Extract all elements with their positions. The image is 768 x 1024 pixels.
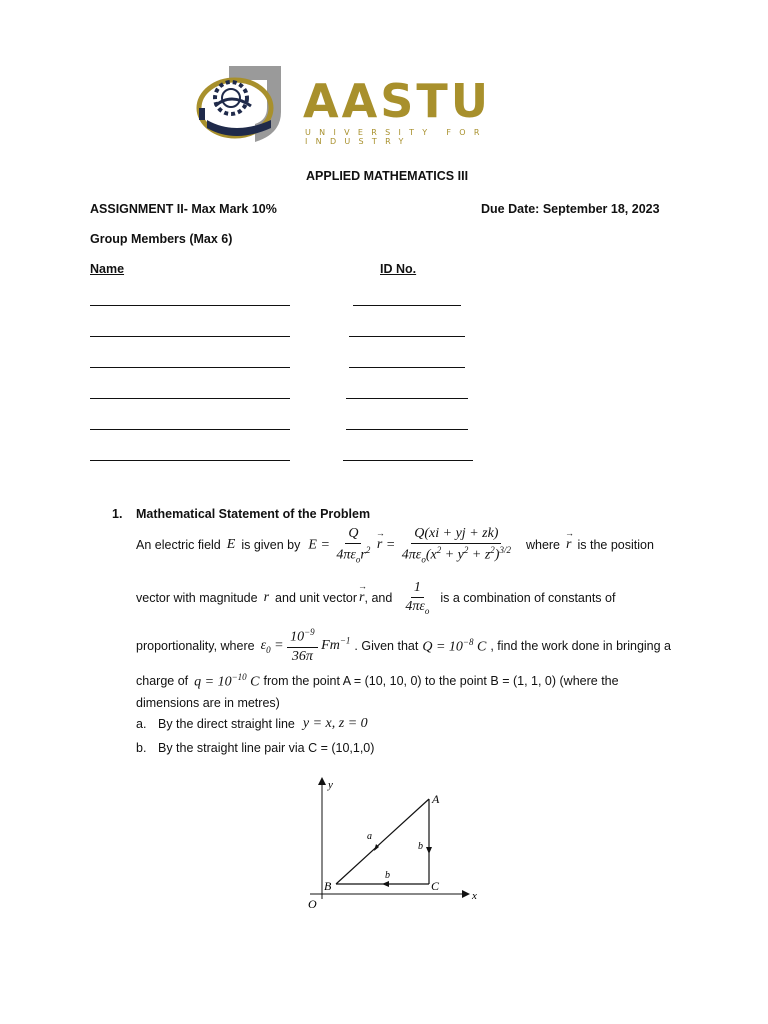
path-diagram — [300, 775, 490, 915]
part-a-text: By the direct straight line — [158, 717, 295, 731]
text-from-point: from the point A = (10, 10, 0) to the point B = (1, 1, 0) (where the — [263, 674, 619, 688]
text-charge-of: charge of — [136, 674, 189, 688]
name-column-label: Name — [90, 262, 125, 276]
formula-Q: $Q = 10^{-8}$ C — [422, 636, 487, 655]
problem-line-2 — [136, 576, 615, 620]
label-path-b-horizontal: b — [385, 870, 390, 881]
part-a — [136, 714, 368, 734]
university-logo — [195, 62, 575, 144]
text-is-position: is the position — [577, 538, 654, 552]
name-blank-4[interactable] — [90, 398, 290, 399]
course-title: APPLIED MATHEMATICS III — [306, 169, 469, 183]
name-blank-5[interactable] — [90, 429, 290, 430]
name-blank-3[interactable] — [90, 367, 290, 368]
label-y: y — [328, 779, 333, 791]
id-blank-4[interactable] — [346, 398, 468, 399]
label-A: A — [432, 792, 440, 806]
text-unit-vector: and unit vector — [275, 591, 358, 605]
label-x: x — [472, 890, 477, 902]
text-electric-field: An electric field — [136, 538, 221, 552]
group-members-heading: Group Members (Max 6) — [90, 232, 233, 246]
segment-AB — [336, 799, 429, 884]
id-blank-2[interactable] — [349, 336, 465, 337]
text-proportionality: proportionality, where — [136, 639, 255, 653]
name-blank-1[interactable] — [90, 305, 290, 306]
problem-line-1 — [136, 523, 654, 567]
part-a-label: a. — [136, 717, 147, 731]
arrow-b-horizontal — [382, 881, 389, 887]
text-vector-magnitude: vector with magnitude — [136, 591, 258, 605]
part-a-math: y = x, z = 0 — [302, 716, 368, 731]
formula-q: $q = 10^{-10}$ C — [194, 671, 260, 690]
symbol-r-vector: → r — [566, 537, 571, 553]
formula-field: E = $\frac{Q}{4\pi\varepsilon_or^2}$ → r = $\frac{Q(xi + yj + zk)}{4\pi\varepsilon_o(x^2 + y^2 + z^2)^{3/2}}$ — [308, 526, 514, 564]
label-path-b-vertical: b — [418, 841, 423, 852]
symbol-r: r — [263, 590, 270, 605]
university-name: AASTU — [303, 74, 492, 128]
text-and: , and — [364, 591, 393, 605]
arrow-b-vertical — [426, 847, 432, 854]
part-b-text: By the straight line pair via C = (10,1,0) — [158, 741, 375, 755]
text-given-by: is given by — [241, 538, 301, 552]
text-find-work: , find the work done in bringing a — [490, 639, 671, 653]
text-given-that: . Given that — [354, 639, 419, 653]
id-blank-1[interactable] — [353, 305, 461, 306]
label-origin: O — [308, 897, 317, 911]
name-blank-6[interactable] — [90, 460, 290, 461]
label-B: B — [324, 879, 332, 893]
problem-title: Mathematical Statement of the Problem — [136, 507, 371, 521]
label-C: C — [431, 879, 440, 893]
problem-number: 1. — [112, 507, 123, 521]
text-combination: is a combination of constants of — [440, 591, 616, 605]
formula-constant: $\frac{1}{4\pi\varepsilon_o}$ — [405, 580, 430, 616]
id-blank-3[interactable] — [349, 367, 465, 368]
part-b — [136, 738, 374, 758]
id-column-label: ID No. — [380, 262, 417, 276]
university-tagline: UNIVERSITY FOR INDUSTRY — [305, 128, 488, 146]
text-where: where — [525, 538, 561, 552]
university-emblem-icon — [195, 62, 285, 144]
assignment-title: ASSIGNMENT II- Max Mark 10% — [90, 202, 277, 216]
problem-line-5: dimensions are in metres) — [136, 696, 280, 710]
formula-epsilon: $\varepsilon_0$ = $\frac{10^{-9}}{36\pi}$ $Fm^{-1}$ — [260, 627, 351, 664]
id-blank-6[interactable] — [343, 460, 473, 461]
due-date: Due Date: September 18, 2023 — [481, 202, 660, 216]
symbol-E: E — [226, 537, 236, 552]
symbol-r-hat: → r — [359, 590, 364, 606]
problem-line-3 — [136, 624, 671, 668]
label-path-a: a — [367, 831, 372, 842]
part-b-label: b. — [136, 741, 147, 755]
name-blank-2[interactable] — [90, 336, 290, 337]
id-blank-5[interactable] — [346, 429, 468, 430]
problem-line-4 — [136, 670, 619, 692]
